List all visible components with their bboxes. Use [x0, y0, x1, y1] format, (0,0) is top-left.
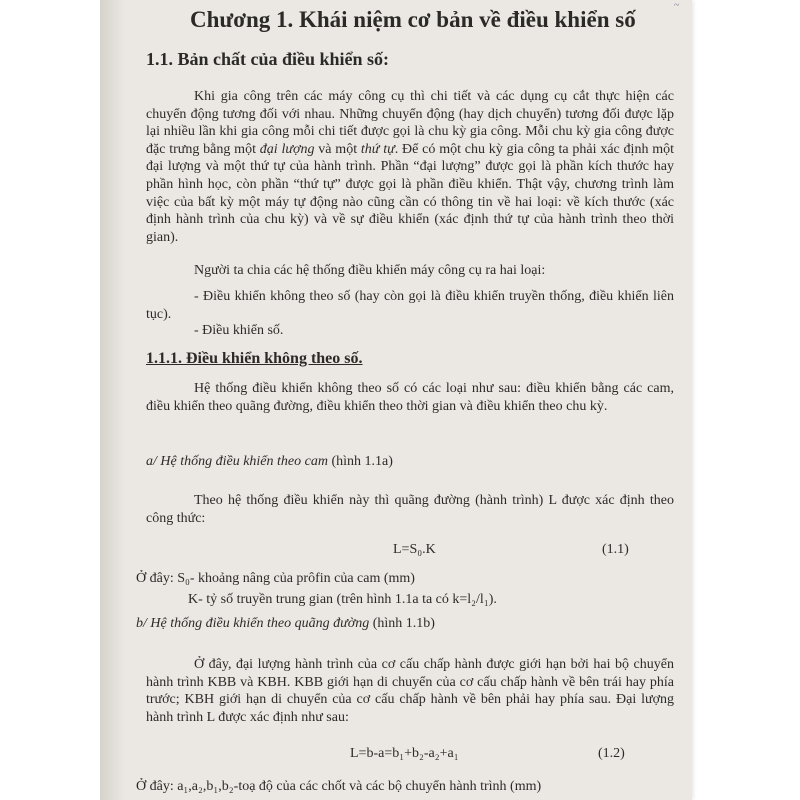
where-k: K- tỷ số truyền trung gian (trên hình 1.1a ta có k=l₂/l₁).	[188, 592, 497, 607]
paragraph-path-control: Ở đây, đại lượng hành trình của cơ cấu chấp hành được giới hạn bởi hai bộ chuyển hành trình KBB và KBH. KBB giới hạn di chuyển của cơ cấu chấp hành về bên trái hay phía trước; KBH giới hạn di chuyển của cơ cấu chấp hành về bên phải hay phía sau. Đại lượng hành trình L được xác định như sau:	[146, 657, 674, 725]
section-heading-1-1: 1.1. Bản chất của điều khiển số:	[146, 49, 390, 69]
formula-1-2: L=b-a=b₁+b₂-a₂+a₁	[350, 746, 459, 761]
section-heading-1-1-1: 1.1.1. Điều khiển không theo số.	[146, 350, 363, 367]
paragraph-cam-path: Theo hệ thống điều khiển này thì quãng đường (hành trình) L được xác định theo công thức:	[146, 493, 674, 526]
equation-number-1-2: (1.2)	[598, 746, 625, 761]
where-s0: S₀- khoảng nâng của prôfin của cam (mm)	[177, 571, 415, 586]
paragraph-intro: Khi gia công trên các máy công cụ thì chi tiết và các dụng cụ cắt thực hiện các chuyển động tương đối với nhau. Những chuyển động (hay dịch chuyển) tương đối được lặp lại nhiều lần khi gia công mỗi chi tiết được gọi là chu kỳ gia công. Mỗi chu kỳ gia công được đặc trưng bằng một đại lượng và một thứ tự. Để có một chu kỳ gia công ta phải xác định một đại lượng và một thứ tự của hành trình. Phần “đại lượng” được gọi là phần kích thước hay phần hình học, còn phần “thứ tự” được gọi là phần điều khiển. Thật vậy, chương trình làm việc của bất kỳ một máy tự động nào cũng cần có thông tin về hai loại: về kích thước (xác định hành trình của chu kỳ) và về sự điều khiển (xác định thứ tự của hành trình theo thời gian).	[146, 89, 675, 245]
paragraph-classification: Người ta chia các hệ thống điều khiển máy công cụ ra hai loại:	[194, 263, 546, 278]
where-coordinates: Ở đây: a₁,a₂,b₁,b₂-toạ độ của các chốt và các bộ chuyển hành trình (mm)	[136, 779, 542, 794]
chapter-title: Chương 1. Khái niệm cơ bản về điều khiển số	[190, 7, 636, 32]
paragraph-types: Hệ thống điều khiển không theo số có các loại như sau: điều khiển bằng các cam, điều khiển theo quãng đường, điều khiển theo thời gian và điều khiển theo chu kỳ.	[146, 381, 674, 414]
subheading-a: a/ Hệ thống điều khiển theo cam (hình 1.1a)	[146, 454, 393, 469]
subheading-b: b/ Hệ thống điều khiển theo quãng đường (hình 1.1b)	[136, 616, 435, 631]
book-page	[100, 0, 692, 800]
corner-annotation: ~	[674, 0, 680, 11]
term-thu-tu: thứ tự	[360, 141, 395, 157]
term-dai-luong: đại lượng	[259, 141, 315, 157]
bullet-numeric: - Điều khiển số.	[194, 323, 284, 338]
formula-1-1: L=S₀.K	[393, 542, 436, 557]
equation-number-1-1: (1.1)	[602, 542, 629, 557]
bullet-non-numeric: - Điều khiển không theo số (hay còn gọi là điều khiển truyền thống, điều khiển liên tục).	[146, 289, 674, 322]
where-label-1: Ở đây: S₀- khoảng nâng của prôfin của cam (mm)	[136, 571, 415, 586]
